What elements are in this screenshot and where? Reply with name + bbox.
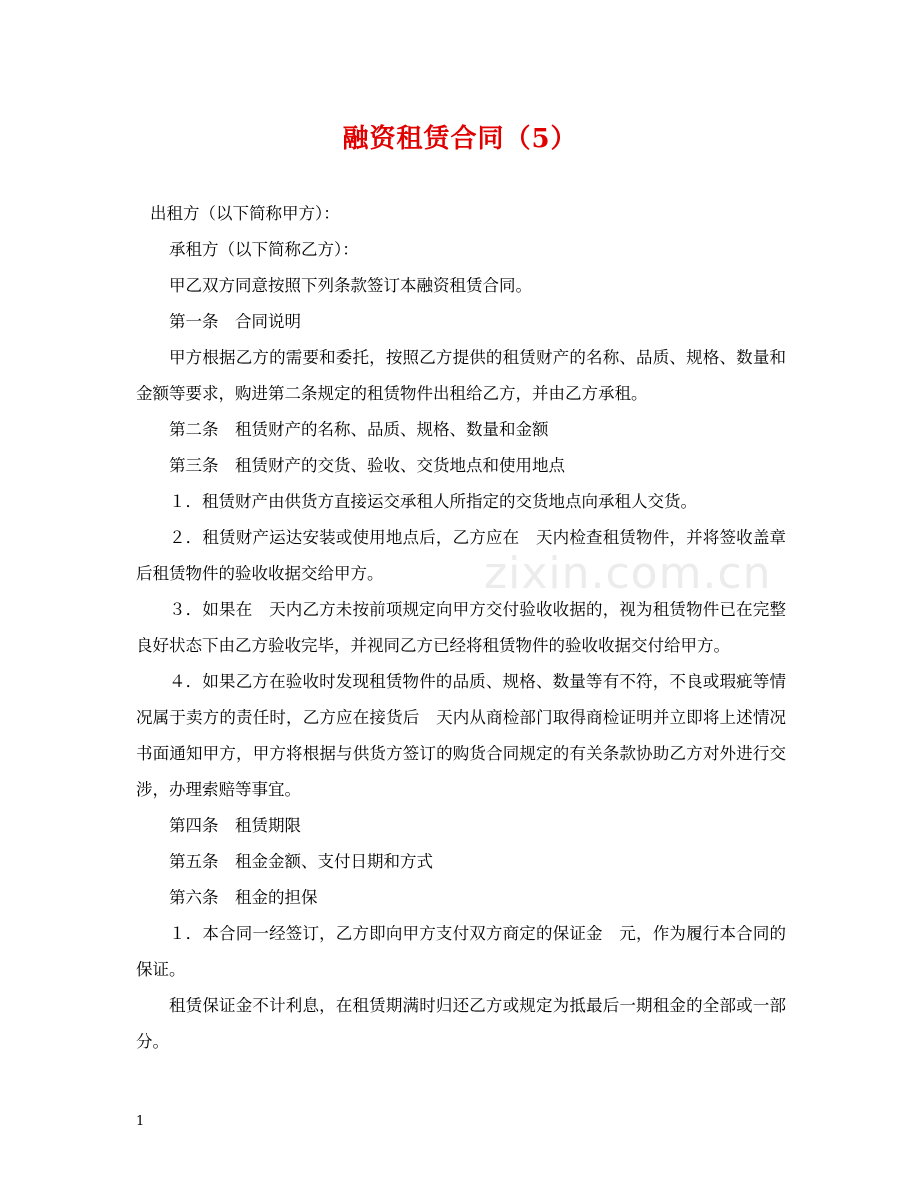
article-6-heading: 第六条 租金的担保 <box>169 888 318 907</box>
paragraph-lessor: 出租方（以下简称甲方）： <box>150 204 340 223</box>
article-3-heading: 第三条 租赁财产的交货、验收、交货地点和使用地点 <box>169 456 565 475</box>
document-title: 融资租赁合同（5） <box>342 124 578 154</box>
article-6-item-1: １．本合同一经签订，乙方即向甲方支付双方商定的保证金 元，作为履行本合同的保证。 <box>136 924 786 979</box>
article-4-heading: 第四条 租赁期限 <box>169 816 301 835</box>
watermark: zixin.com.cn <box>484 548 772 599</box>
document-body <box>136 196 786 1060</box>
paragraph-agreement: 甲乙双方同意按照下列条款签订本融资租赁合同。 <box>169 276 532 295</box>
article-3-item-3: ３．如果在 天内乙方未按前项规定向甲方交付验收收据的，视为租赁物件已在完整良好状态下由乙方验收完毕，并视同乙方已经将租赁物件的验收收据交付给甲方。 <box>136 600 786 655</box>
article-3-item-1: １．租赁财产由供货方直接运交承租人所指定的交货地点向承租人交货。 <box>169 492 697 511</box>
article-3-item-2: ２．租赁财产运达安装或使用地点后，乙方应在 天内检查租赁物件，并将签收盖章后租赁物件的验收收据交给甲方。 <box>136 528 786 583</box>
article-6-deposit-note: 租赁保证金不计利息，在租赁期满时归还乙方或规定为抵最后一期租金的全部或一部分。 <box>136 996 786 1051</box>
article-1-heading: 第一条 合同说明 <box>169 312 301 331</box>
article-2-heading: 第二条 租赁财产的名称、品质、规格、数量和金额 <box>169 420 549 439</box>
paragraph-lessee: 承租方（以下简称乙方）： <box>169 240 359 259</box>
page-number: 1 <box>136 1114 145 1129</box>
article-1-body: 甲方根据乙方的需要和委托，按照乙方提供的租赁财产的名称、品质、规格、数量和金额等要求，购进第二条规定的租赁物件出租给乙方，并由乙方承租。 <box>136 348 786 403</box>
article-3-item-4: ４．如果乙方在验收时发现租赁物件的品质、规格、数量等有不符，不良或瑕疵等情况属于卖方的责任时，乙方应在接货后 天内从商检部门取得商检证明并立即将上述情况书面通知甲方，甲方将根据与供货方签订的购货合同规定的有关条款协助乙方对外进行交涉，办理索赔等事宜。 <box>136 672 786 799</box>
article-5-heading: 第五条 租金金额、支付日期和方式 <box>169 852 433 871</box>
